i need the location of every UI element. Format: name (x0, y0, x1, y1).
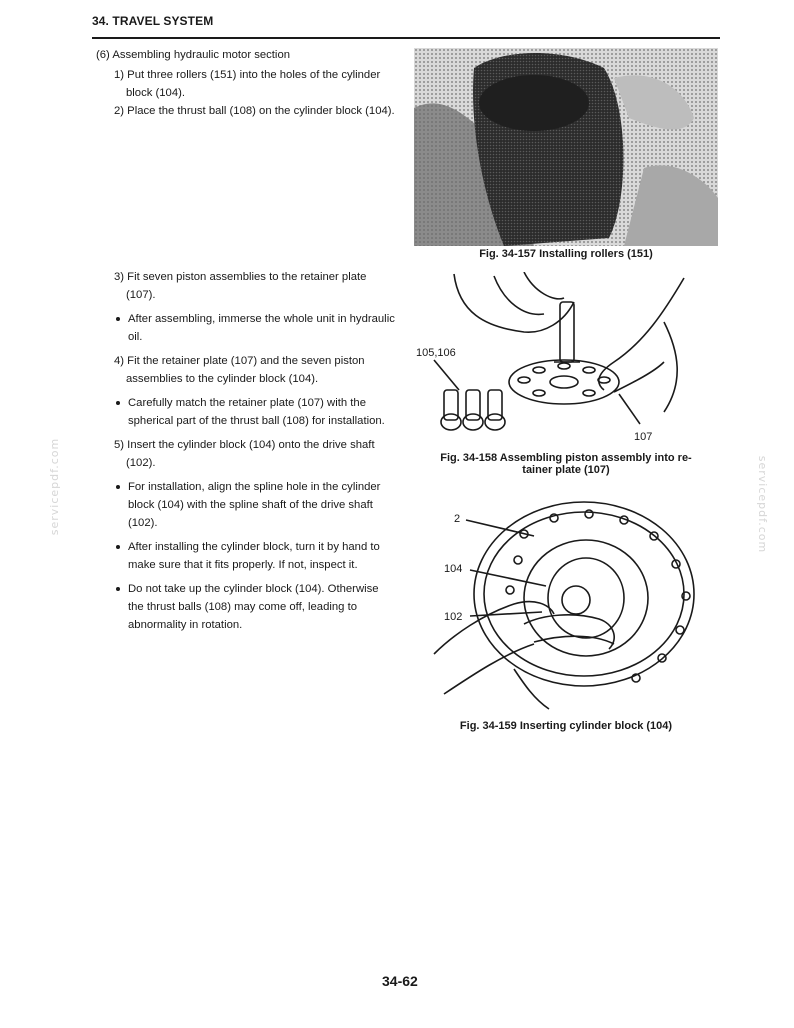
fig-158-caption-line1: Fig. 34-158 Assembling piston assembly into re- (440, 452, 692, 464)
section-header: 34. TRAVEL SYSTEM (92, 14, 214, 28)
fig-159-drawing (414, 494, 718, 712)
step-5: 5) Insert the cylinder block (104) onto the drive shaft (102). (114, 439, 375, 469)
fig-159-caption: Fig. 34-159 Inserting cylinder block (104) (459, 720, 673, 732)
note-text: For installation, align the spline hole in the cylinder block (104) with the spline shaft of the drive shaft (102). (128, 481, 381, 529)
fig-158-drawing (414, 272, 718, 448)
instruction-block-1 (96, 46, 396, 120)
callout-housing-2: 2 (454, 513, 461, 525)
note-turn-by-hand (96, 538, 396, 574)
note-text: After installing the cylinder block, turn it by hand to make sure that it fits properly. If not, inspect it. (128, 541, 380, 571)
note-align-spline (96, 478, 396, 532)
note-immerse-oil (96, 310, 396, 346)
callout-pistons-105-106: 105,106 (416, 347, 456, 359)
step-3: 3) Fit seven piston assemblies to the retainer plate (107). (114, 271, 367, 301)
watermark-right: servicepdf.com (756, 455, 770, 554)
fig-157-caption: Fig. 34-157 Installing rollers (151) (479, 248, 653, 260)
fig-158-caption (414, 452, 718, 476)
note-match-retainer (96, 394, 396, 430)
page-number: 34-62 (382, 973, 418, 989)
bullet-dot (116, 545, 120, 549)
note-do-not-lift (96, 580, 396, 634)
callout-drive-shaft-102: 102 (444, 611, 463, 623)
callout-retainer-plate-107: 107 (634, 431, 653, 443)
bullet-dot (116, 317, 120, 321)
step-2: 2) Place the thrust ball (108) on the cylinder block (104). (114, 105, 395, 117)
bullet-dot (116, 485, 120, 489)
callout-cylinder-block-104: 104 (444, 563, 463, 575)
note-text: Carefully match the retainer plate (107) with the spherical part of the thrust ball (108) for installation. (128, 397, 385, 427)
step-1: 1) Put three rollers (151) into the holes of the cylinder block (104). (114, 69, 381, 99)
note-text: After assembling, immerse the whole unit in hydraulic oil. (128, 313, 395, 343)
bullet-dot (116, 401, 120, 405)
fig-157-photo (414, 48, 718, 246)
watermark-left: servicepdf.com (48, 437, 62, 536)
section-title: (6) Assembling hydraulic motor section (96, 49, 291, 61)
bullet-dot (116, 587, 120, 591)
note-text: Do not take up the cylinder block (104). Otherwise the thrust balls (108) may come off, leading to abnormality in rotation. (128, 583, 379, 631)
header-rule (92, 37, 720, 39)
step-4: 4) Fit the retainer plate (107) and the seven piston assemblies to the cylinder block (104). (114, 355, 365, 385)
fig-158-caption-line2: tainer plate (107) (522, 464, 610, 476)
instruction-block-2 (96, 268, 396, 634)
